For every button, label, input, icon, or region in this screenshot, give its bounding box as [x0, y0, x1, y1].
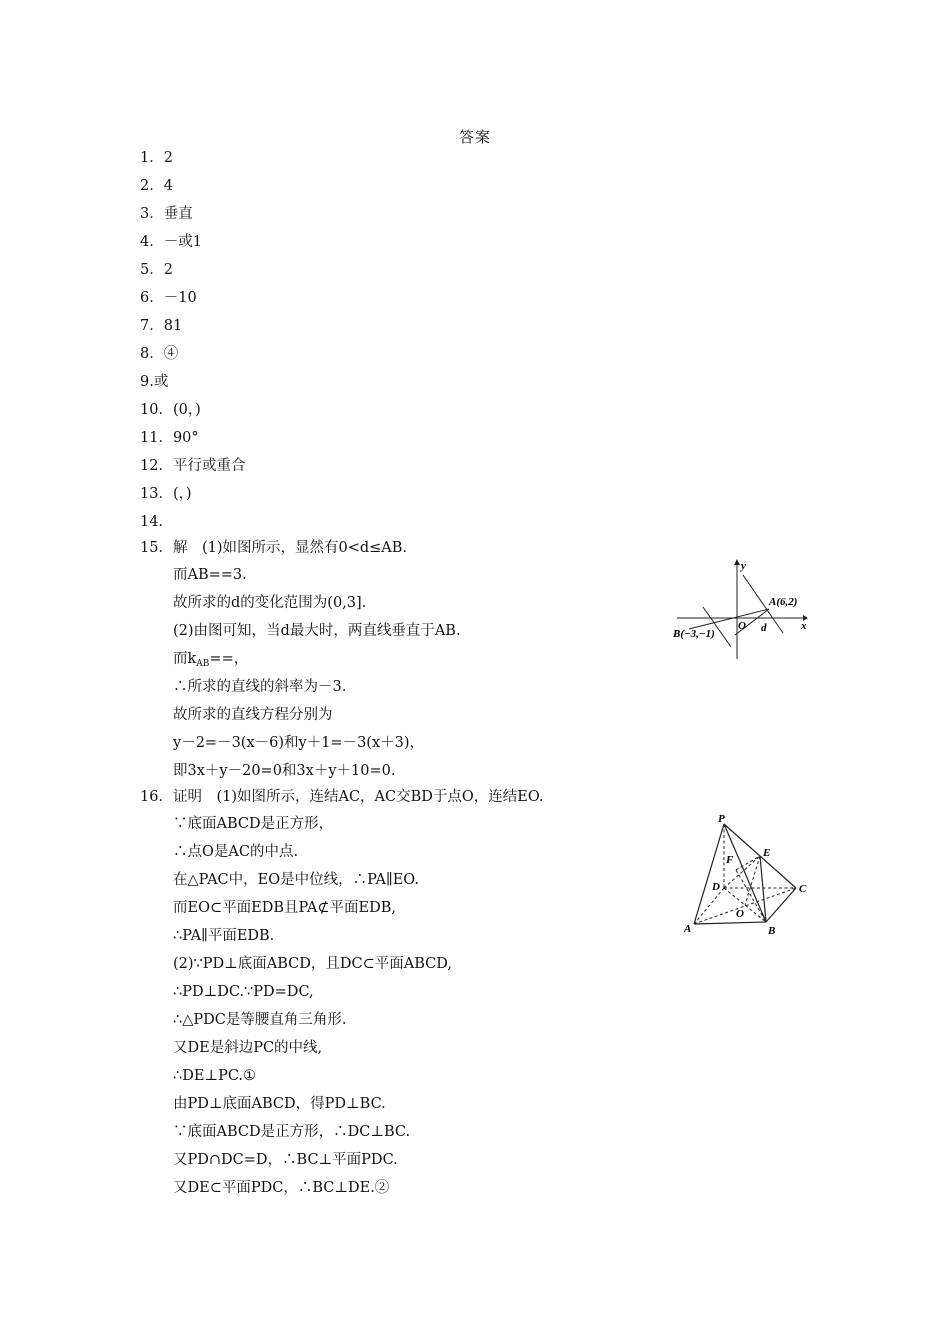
- q15-line: y－2=－3(x－6)和y＋1=－3(x＋3)，: [173, 735, 425, 751]
- answer-11: 11．90°: [140, 430, 199, 446]
- answer-13: 13．(，): [140, 486, 192, 502]
- q16-pyramid-figure: [678, 810, 818, 940]
- edge-pa: [694, 824, 724, 924]
- q16-line: ∴PD⊥DC.∵PD=DC,: [173, 984, 314, 1000]
- q15-k-subscript: AB: [196, 659, 210, 669]
- answer-8: 8．④: [140, 346, 179, 362]
- answer-4: 4．－或1: [140, 234, 202, 250]
- q16-line: ∵底面ABCD是正方形，∴DC⊥BC.: [173, 1124, 411, 1140]
- label-b: B(−3,−1): [673, 628, 715, 640]
- answer-7: 7．81: [140, 318, 183, 334]
- q15-head: 15．解 (1)如图所示，显然有0<d≤AB.: [140, 540, 408, 556]
- label-p: P: [718, 813, 725, 825]
- q15-line: 故所求的直线方程分别为: [173, 707, 333, 723]
- q16-line: 又DE⊂平面PDC，∴BC⊥DE.②: [173, 1180, 390, 1196]
- answer-12: 12．平行或重合: [140, 458, 246, 474]
- label-y: y: [741, 560, 746, 572]
- q16-line: (2)∵PD⊥底面ABCD，且DC⊂平面ABCD,: [173, 956, 452, 972]
- answer-14: 14．: [140, 514, 173, 530]
- q16-line: 由PD⊥底面ABCD，得PD⊥BC.: [173, 1096, 386, 1112]
- q16-line: ∴△PDC是等腰直角三角形.: [173, 1012, 347, 1028]
- answer-5: 5．2: [140, 262, 173, 278]
- label-x: x: [801, 620, 807, 632]
- q15-line: (2)由图可知，当d最大时，两直线垂直于AB.: [173, 623, 461, 639]
- q15-coordinate-figure: [665, 555, 825, 665]
- label-d: d: [761, 622, 767, 634]
- q16-line: ∴点O是AC的中点.: [173, 844, 299, 860]
- label-d: D: [712, 881, 720, 893]
- edge-pb: [724, 824, 766, 922]
- q16-line: 而EO⊂平面EDB且PA⊄平面EDB,: [173, 900, 397, 916]
- q15-line: 故所求的d的变化范围为(0,3].: [173, 595, 367, 611]
- q16-line: 又PD∩DC=D，∴BC⊥平面PDC.: [173, 1152, 398, 1168]
- q15-k: 而k: [173, 651, 197, 667]
- q15-line: 而AB==3.: [173, 567, 247, 583]
- edge-da: [694, 888, 724, 924]
- q15-line: ∴所求的直线的斜率为－3.: [173, 679, 347, 695]
- q16-head: 16．证明 (1)如图所示，连结AC，AC交BD于点O，连结EO.: [140, 789, 544, 805]
- label-f: F: [726, 854, 734, 866]
- answer-3: 3．垂直: [140, 206, 193, 222]
- q16-line: ∵底面ABCD是正方形，: [173, 816, 334, 832]
- label-b: B: [768, 925, 776, 937]
- line-through-b: [703, 607, 731, 647]
- q15-slope-line: [173, 649, 248, 674]
- q15-line: 即3x＋y－20=0和3x＋y＋10=0.: [173, 763, 396, 779]
- answer-6: 6．－10: [140, 290, 197, 306]
- label-a: A(6,2): [769, 596, 798, 608]
- q16-line: 在△PAC中，EO是中位线，∴PA∥EO.: [173, 872, 419, 888]
- q15-k-rest: ==，: [209, 651, 249, 667]
- answer-1: 1．2: [140, 150, 173, 166]
- label-c: C: [799, 883, 807, 895]
- answer-9: 9.或: [140, 374, 169, 390]
- q16-line: 又DE是斜边PC的中线,: [173, 1040, 323, 1056]
- q16-line: ∴DE⊥PC.①: [173, 1068, 257, 1084]
- answer-10: 10．(0，): [140, 402, 201, 418]
- label-a: A: [684, 923, 692, 935]
- edge-ab: [694, 922, 766, 924]
- label-o: O: [738, 620, 746, 632]
- segment-ab: [689, 609, 769, 629]
- label-o: O: [736, 908, 744, 920]
- label-e: E: [763, 847, 771, 859]
- edge-bc: [766, 888, 796, 922]
- q16-line: ∴PA∥平面EDB.: [173, 928, 275, 944]
- y-axis-arrow: [734, 559, 740, 565]
- segment-eb: [760, 856, 766, 922]
- page-title: 答案: [458, 128, 491, 146]
- answer-2: 2．4: [140, 178, 173, 194]
